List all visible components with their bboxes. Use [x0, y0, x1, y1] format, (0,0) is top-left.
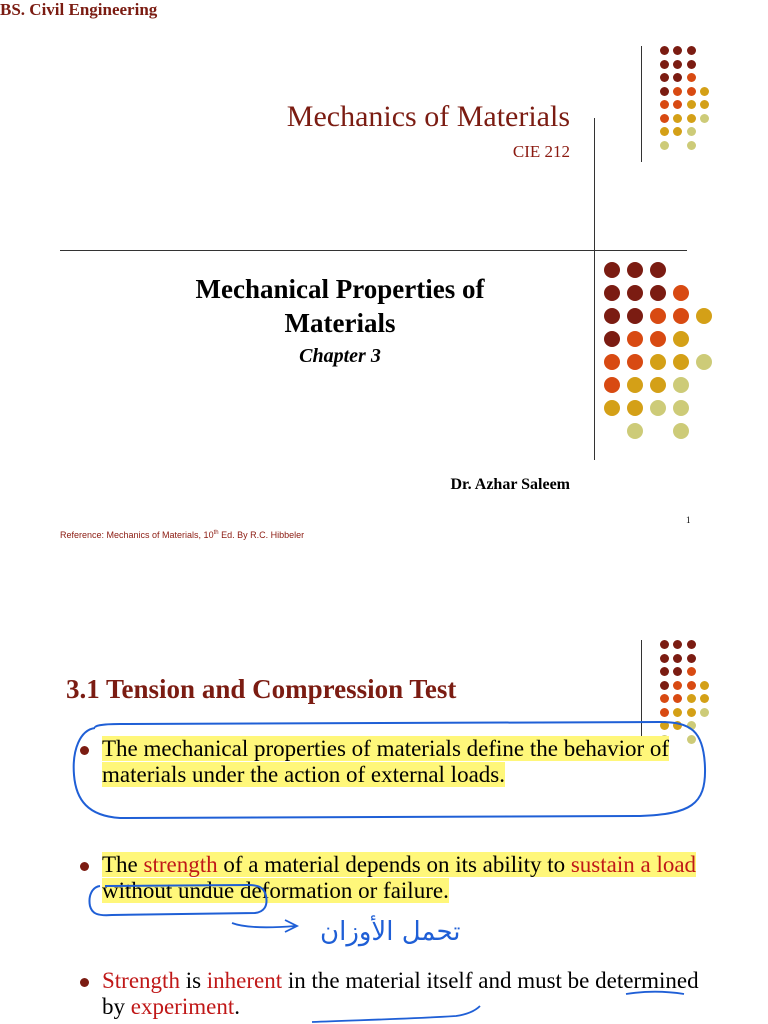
decorative-dot — [604, 354, 620, 370]
decorative-dot — [673, 400, 689, 416]
decorative-dot — [650, 400, 666, 416]
decorative-dot — [687, 127, 696, 136]
decorative-dot — [650, 331, 666, 347]
handwritten-arabic-note: تحمل الأوزان — [320, 917, 461, 947]
decorative-dot — [696, 308, 712, 324]
bullet-1-highlighted: The mechanical properties of materials define the behavior of materials under the action of external loads. — [102, 736, 670, 787]
bullet-2-sustain: sustain a load — [570, 852, 697, 877]
decorative-dot — [700, 100, 709, 109]
subtitle-line-2: Materials — [284, 308, 396, 338]
bullet-2-pre: The — [102, 852, 144, 877]
decorative-dot — [627, 331, 643, 347]
decorative-dot — [687, 87, 696, 96]
bullet-3-experiment: experiment — [130, 994, 235, 1019]
annotation-underline-must — [626, 992, 684, 994]
subtitle-line-1: Mechanical Properties of — [195, 274, 485, 304]
decorative-dot — [673, 377, 689, 393]
handwritten-annotations — [0, 600, 768, 1024]
decorative-dot — [627, 308, 643, 324]
decorative-dot — [687, 60, 696, 69]
lecture-subtitle — [100, 272, 580, 340]
program-name: BS. Civil Engineering — [0, 0, 158, 19]
decorative-dot — [604, 285, 620, 301]
decorative-dot — [673, 60, 682, 69]
decorative-dot — [673, 46, 682, 55]
decorative-dot — [700, 87, 709, 96]
bullet-3-end: . — [234, 994, 240, 1019]
decorative-dot — [604, 400, 620, 416]
bullet-3-is: is — [179, 968, 207, 993]
bullet-2-mid: of a material depends on its ability to — [217, 852, 571, 877]
decorative-dot — [673, 285, 689, 301]
decorative-dot — [673, 331, 689, 347]
decorative-dot — [627, 400, 643, 416]
decorative-dot — [650, 377, 666, 393]
reference-note — [60, 530, 304, 540]
bullet-2-strength: strength — [143, 852, 218, 877]
vertical-rule-accent — [641, 46, 642, 162]
vertical-rule-top — [594, 118, 595, 250]
decorative-dot — [687, 100, 696, 109]
decorative-dot — [696, 354, 712, 370]
reference-suffix: Ed. By R.C. Hibbeler — [218, 530, 305, 540]
decorative-dot — [660, 87, 669, 96]
decorative-dot — [673, 114, 682, 123]
decorative-dot — [687, 46, 696, 55]
author-name: Dr. Azhar Saleem — [450, 476, 570, 493]
decorative-dot — [673, 73, 682, 82]
decorative-dot — [673, 423, 689, 439]
decorative-dot — [627, 423, 643, 439]
decorative-dot — [627, 354, 643, 370]
decorative-dot — [660, 46, 669, 55]
annotation-box-sustain-load — [89, 885, 266, 915]
reference-prefix: Reference: Mechanics of Materials, 10 — [60, 530, 214, 540]
decorative-dot — [604, 262, 620, 278]
chapter-label: Chapter 3 — [299, 345, 381, 367]
decorative-dot — [650, 308, 666, 324]
decorative-dot — [673, 87, 682, 96]
decorative-dot — [660, 114, 669, 123]
decorative-dot — [687, 114, 696, 123]
decorative-dot — [650, 262, 666, 278]
decorative-dot — [627, 377, 643, 393]
course-code: CIE 212 — [512, 142, 570, 161]
decorative-dot — [687, 141, 696, 150]
reference-superscript: th — [213, 530, 219, 536]
decorative-dot — [627, 262, 643, 278]
decorative-dot — [660, 100, 669, 109]
decorative-dot — [687, 73, 696, 82]
decorative-dot — [673, 354, 689, 370]
decorative-dot — [627, 285, 643, 301]
slide-title: Mechanics of Materials — [286, 100, 570, 133]
bullet-2-post: without undue deformation or failure. — [102, 878, 449, 903]
annotation-loop-bullet-1 — [74, 722, 705, 818]
decorative-dot — [660, 141, 669, 150]
decorative-dot — [660, 127, 669, 136]
decorative-dot — [660, 60, 669, 69]
bullet-3-inherent: inherent — [206, 968, 283, 993]
decorative-dot — [673, 127, 682, 136]
content-slide — [0, 600, 768, 1024]
decorative-dot — [660, 73, 669, 82]
decorative-dot — [673, 308, 689, 324]
decorative-dot — [604, 377, 620, 393]
decorative-dot — [650, 354, 666, 370]
bullet-3-strength: Strength — [102, 968, 180, 993]
page-gap — [0, 560, 768, 600]
bullet-3-mid: in the material itself and must be determined by — [102, 968, 699, 1019]
decorative-dot — [700, 114, 709, 123]
decorative-dot — [673, 100, 682, 109]
vertical-rule-bottom — [594, 250, 595, 460]
annotation-arrow — [232, 920, 297, 932]
section-title: 3.1 Tension and Compression Test — [66, 674, 457, 704]
page-number: 1 — [686, 515, 691, 525]
horizontal-rule — [60, 250, 687, 251]
annotation-underline-experiment — [312, 1006, 480, 1022]
decorative-dot — [604, 308, 620, 324]
decorative-dot — [650, 285, 666, 301]
decorative-dot — [604, 331, 620, 347]
